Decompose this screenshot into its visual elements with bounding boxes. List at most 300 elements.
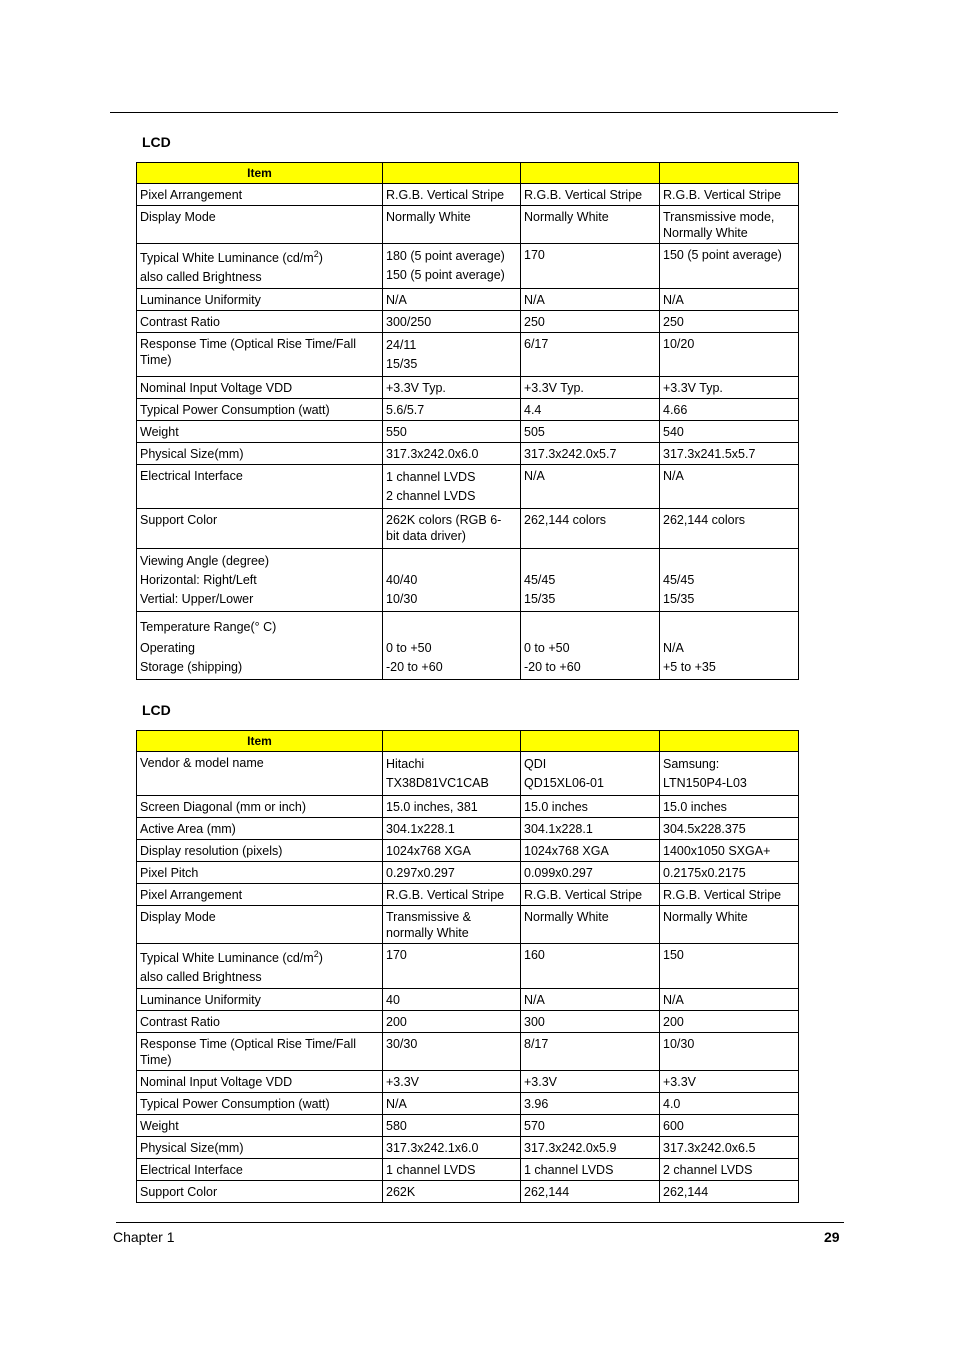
header-cell: [521, 163, 660, 184]
value-cell: [521, 1115, 660, 1137]
cell-text: 2 channel LVDS: [386, 489, 476, 503]
header-cell: Item: [137, 163, 383, 184]
cell-text: 1024x768 XGA: [524, 844, 609, 858]
cell-line: [140, 992, 379, 1008]
cell-text: R.G.B. Vertical Stripe: [386, 888, 505, 902]
cell-text: 317.3x241.5x5.7: [663, 447, 756, 461]
cell-text: Vertial: Upper/Lower: [140, 592, 254, 606]
value-cell: [521, 796, 660, 818]
cell-text: 5.6/5.7: [386, 403, 425, 417]
cell-line: [386, 468, 517, 487]
row-label-cell: [137, 944, 383, 989]
cell-line: [140, 269, 379, 285]
cell-line: [524, 1140, 656, 1156]
cell-line: [140, 1162, 379, 1178]
cell-text: 150: [663, 948, 684, 962]
cell-line: [140, 639, 379, 658]
table-row: [137, 884, 799, 906]
value-cell: [521, 862, 660, 884]
value-cell: [660, 311, 799, 333]
value-cell: [383, 399, 521, 421]
value-cell: [660, 333, 799, 377]
cell-line: [140, 1096, 379, 1112]
cell-line: [140, 950, 379, 966]
value-cell: [383, 289, 521, 311]
cell-text: 150 (5 point average): [386, 268, 505, 282]
cell-line: [386, 528, 517, 544]
cell-text: Vendor & model name: [140, 756, 264, 770]
table-row: [137, 944, 799, 989]
cell-text: Response Time (Optical Rise Time/Fall: [140, 337, 357, 351]
header-cell: [383, 163, 521, 184]
cell-line: [140, 618, 379, 637]
cell-line: [663, 658, 795, 677]
value-cell: [660, 1115, 799, 1137]
value-cell: [660, 796, 799, 818]
row-label-cell: [137, 184, 383, 206]
cell-line: [386, 821, 517, 837]
cell-text: Time): [140, 353, 172, 367]
cell-text: 1024x768 XGA: [386, 844, 471, 858]
cell-text: N/A: [524, 993, 545, 1007]
cell-line: [663, 571, 795, 590]
cell-text: -20 to +60: [386, 660, 443, 674]
cell-text: 8/17: [524, 1037, 549, 1051]
cell-text: QDI: [524, 757, 547, 771]
value-cell: [383, 884, 521, 906]
cell-text: 4.0: [663, 1097, 681, 1111]
cell-line: [140, 292, 379, 308]
value-cell: [660, 289, 799, 311]
cell-text: Nominal Input Voltage VDD: [140, 1075, 293, 1089]
value-cell: [383, 1011, 521, 1033]
value-cell: [521, 206, 660, 244]
value-cell: [383, 796, 521, 818]
table-row: [137, 1137, 799, 1159]
table-row: [137, 840, 799, 862]
cell-line: [386, 336, 517, 355]
unit-close: ): [318, 251, 323, 265]
cell-text: 262K: [386, 1185, 416, 1199]
row-label-cell: [137, 1115, 383, 1137]
cell-line: [524, 658, 656, 677]
cell-line: [140, 1074, 379, 1090]
value-cell: [660, 244, 799, 289]
cell-line: [140, 552, 379, 571]
cell-text: 550: [386, 425, 407, 439]
value-cell: [383, 906, 521, 944]
footer-rule: [116, 1222, 844, 1223]
cell-text: 15/35: [524, 592, 556, 606]
unit-close: ): [318, 951, 323, 965]
cell-line: [524, 1162, 656, 1178]
cell-text: 262,144 colors: [524, 513, 607, 527]
cell-text: Normally White: [663, 910, 748, 924]
value-cell: [521, 1093, 660, 1115]
section-heading-lcd-1: LCD: [142, 134, 171, 150]
cell-text: Normally White: [386, 210, 471, 224]
value-cell: [383, 443, 521, 465]
cell-text: Support Color: [140, 513, 218, 527]
row-label-cell: [137, 509, 383, 549]
cell-line: [524, 314, 656, 330]
cell-line: [386, 947, 517, 963]
cell-line: [386, 380, 517, 396]
table-row: [137, 206, 799, 244]
cell-text: 262,144: [663, 1185, 709, 1199]
cell-text: Typical White Luminance (cd/m: [140, 951, 314, 965]
value-cell: [383, 612, 521, 680]
cell-line: [140, 865, 379, 881]
cell-line: [140, 755, 379, 771]
cell-text: +3.3V: [663, 1075, 697, 1089]
cell-text: N/A: [386, 293, 407, 307]
cell-line: [140, 187, 379, 203]
cell-line: [663, 821, 795, 837]
value-cell: [383, 206, 521, 244]
cell-text: R.G.B. Vertical Stripe: [524, 188, 643, 202]
cell-text: 304.5x228.375: [663, 822, 746, 836]
cell-text: +3.3V Typ.: [524, 381, 584, 395]
cell-text: Support Color: [140, 1185, 218, 1199]
cell-text: Physical Size(mm): [140, 447, 244, 461]
cell-line: [386, 571, 517, 590]
cell-line: [386, 402, 517, 418]
cell-line: [140, 209, 379, 225]
value-cell: [521, 612, 660, 680]
value-cell: [521, 1071, 660, 1093]
cell-text: Time): [140, 1053, 172, 1067]
value-cell: [660, 906, 799, 944]
cell-line: [140, 402, 379, 418]
cell-line: [386, 1162, 517, 1178]
row-label-cell: [137, 244, 383, 289]
table-row: [137, 1093, 799, 1115]
row-label-cell: [137, 906, 383, 944]
cell-text: Storage (shipping): [140, 660, 243, 674]
value-cell: [383, 1181, 521, 1203]
cell-line: [663, 336, 795, 352]
value-cell: [383, 184, 521, 206]
cell-text: N/A: [663, 293, 684, 307]
cell-text: +3.3V: [386, 1075, 420, 1089]
header-cell: [521, 731, 660, 752]
cell-text: Transmissive mode,: [663, 210, 775, 224]
value-cell: [660, 884, 799, 906]
cell-text: 0.2175x0.2175: [663, 866, 746, 880]
cell-text: 6/17: [524, 337, 549, 351]
value-cell: [660, 840, 799, 862]
table-header-row: [137, 731, 799, 752]
value-cell: [383, 311, 521, 333]
cell-text: 2 channel LVDS: [663, 1163, 753, 1177]
cell-line: [663, 402, 795, 418]
value-cell: [383, 1093, 521, 1115]
row-label-cell: [137, 796, 383, 818]
row-label-cell: [137, 818, 383, 840]
cell-line: [524, 1074, 656, 1090]
value-cell: [660, 399, 799, 421]
cell-text: 262,144: [524, 1185, 570, 1199]
cell-line: [663, 1118, 795, 1134]
cell-line: [524, 590, 656, 609]
cell-text: N/A: [663, 641, 684, 655]
cell-text: Display Mode: [140, 210, 216, 224]
cell-line: [663, 1140, 795, 1156]
cell-line: [386, 446, 517, 462]
cell-text: Samsung:: [663, 757, 720, 771]
value-cell: [521, 906, 660, 944]
value-cell: [521, 944, 660, 989]
table-row: [137, 989, 799, 1011]
table-row: [137, 1011, 799, 1033]
cell-text: 45/45: [663, 573, 695, 587]
value-cell: [383, 244, 521, 289]
cell-text: R.G.B. Vertical Stripe: [663, 188, 782, 202]
cell-text: Pixel Arrangement: [140, 888, 243, 902]
cell-line: [386, 799, 517, 815]
cell-line: [386, 292, 517, 308]
cell-text: +3.3V: [524, 1075, 558, 1089]
cell-line: [140, 1052, 379, 1068]
cell-line: [663, 209, 795, 225]
cell-text: Normally White: [524, 910, 609, 924]
cell-text: Contrast Ratio: [140, 1015, 220, 1029]
table-row: [137, 244, 799, 289]
value-cell: [660, 1093, 799, 1115]
row-label-cell: [137, 612, 383, 680]
cell-text: 180 (5 point average): [386, 249, 505, 263]
value-cell: [383, 1137, 521, 1159]
header-cell: [660, 731, 799, 752]
cell-text: 200: [386, 1015, 407, 1029]
value-cell: [383, 1159, 521, 1181]
cell-text: 304.1x228.1: [386, 822, 455, 836]
cell-line: [386, 992, 517, 1008]
cell-text: 40: [386, 993, 400, 1007]
value-cell: [660, 752, 799, 796]
cell-line: [663, 380, 795, 396]
cell-line: [663, 1014, 795, 1030]
value-cell: [383, 465, 521, 509]
table-row: [137, 1159, 799, 1181]
value-cell: [383, 818, 521, 840]
cell-text: Hitachi: [386, 757, 425, 771]
value-cell: [521, 818, 660, 840]
value-cell: [383, 549, 521, 612]
cell-line: [386, 658, 517, 677]
cell-text: 250: [524, 315, 545, 329]
cell-line: [663, 1184, 795, 1200]
cell-line: [140, 380, 379, 396]
cell-line: [524, 1118, 656, 1134]
cell-text: Normally White: [524, 210, 609, 224]
cell-line: [524, 639, 656, 658]
cell-text: TX38D81VC1CAB: [386, 776, 489, 790]
cell-line: [386, 1036, 517, 1052]
value-cell: [660, 1137, 799, 1159]
value-cell: [383, 752, 521, 796]
value-cell: [383, 377, 521, 399]
cell-line: [386, 209, 517, 225]
cell-line: [386, 909, 517, 925]
row-label-cell: [137, 840, 383, 862]
value-cell: [660, 509, 799, 549]
cell-line: [663, 1074, 795, 1090]
row-label-cell: [137, 333, 383, 377]
value-cell: [383, 944, 521, 989]
value-cell: [521, 1011, 660, 1033]
cell-line: [386, 512, 517, 528]
cell-line: [524, 468, 656, 484]
cell-line: [663, 755, 795, 774]
cell-line: [663, 639, 795, 658]
value-cell: [383, 1115, 521, 1137]
cell-line: [524, 992, 656, 1008]
cell-line: [140, 314, 379, 330]
cell-line: [386, 1118, 517, 1134]
lcd-spec-table-1: [136, 162, 799, 680]
value-cell: [660, 1011, 799, 1033]
table-row: [137, 443, 799, 465]
table-row: [137, 752, 799, 796]
value-cell: [383, 333, 521, 377]
cell-line: [140, 1184, 379, 1200]
cell-text: 580: [386, 1119, 407, 1133]
cell-line: [663, 314, 795, 330]
cell-line: [140, 1036, 379, 1052]
table-row: [137, 1181, 799, 1203]
cell-text: 317.3x242.0x5.7: [524, 447, 617, 461]
row-label-cell: [137, 421, 383, 443]
value-cell: [383, 509, 521, 549]
cell-text: 1 channel LVDS: [524, 1163, 614, 1177]
cell-line: [524, 843, 656, 859]
value-cell: [521, 989, 660, 1011]
cell-line: [663, 1096, 795, 1112]
value-cell: [521, 421, 660, 443]
value-cell: [521, 752, 660, 796]
cell-text: LTN150P4-L03: [663, 776, 747, 790]
cell-text: +3.3V Typ.: [386, 381, 446, 395]
cell-line: [524, 799, 656, 815]
row-label-cell: [137, 289, 383, 311]
row-label-cell: [137, 311, 383, 333]
cell-text: 45/45: [524, 573, 556, 587]
header-cell: Item: [137, 731, 383, 752]
cell-line: [524, 821, 656, 837]
row-label-cell: [137, 1137, 383, 1159]
cell-text: Screen Diagonal (mm or inch): [140, 800, 307, 814]
cell-line: [140, 909, 379, 925]
table-row: [137, 465, 799, 509]
cell-line: [140, 512, 379, 528]
value-cell: [660, 206, 799, 244]
cell-text: 600: [663, 1119, 684, 1133]
cell-text: bit data driver): [386, 529, 466, 543]
cell-text: Contrast Ratio: [140, 315, 220, 329]
table-row: [137, 796, 799, 818]
cell-line: [386, 887, 517, 903]
value-cell: [660, 818, 799, 840]
cell-line: [663, 468, 795, 484]
value-cell: [660, 1159, 799, 1181]
cell-text: 0 to +50: [524, 641, 570, 655]
value-cell: [521, 1159, 660, 1181]
cell-line: [386, 424, 517, 440]
cell-text: N/A: [663, 469, 684, 483]
value-cell: [660, 1071, 799, 1093]
cell-line: [386, 1140, 517, 1156]
value-cell: [660, 989, 799, 1011]
cell-line: [524, 1096, 656, 1112]
cell-line: [140, 1014, 379, 1030]
cell-text: R.G.B. Vertical Stripe: [524, 888, 643, 902]
table-row: [137, 612, 799, 680]
table-row: [137, 862, 799, 884]
cell-line: [140, 799, 379, 815]
cell-text: 540: [663, 425, 684, 439]
cell-line: [140, 250, 379, 266]
cell-text: N/A: [663, 993, 684, 1007]
cell-line: [386, 314, 517, 330]
cell-text: also called Brightness: [140, 270, 262, 284]
cell-text: Viewing Angle (degree): [140, 554, 270, 568]
cell-text: 0.099x0.297: [524, 866, 593, 880]
cell-text: Typical Power Consumption (watt): [140, 403, 330, 417]
cell-text: Transmissive &: [386, 910, 471, 924]
value-cell: [521, 549, 660, 612]
cell-text: Weight: [140, 1119, 179, 1133]
row-label-cell: [137, 862, 383, 884]
table-row: [137, 549, 799, 612]
cell-text: 200: [663, 1015, 684, 1029]
cell-text: Display resolution (pixels): [140, 844, 283, 858]
row-label-cell: [137, 1181, 383, 1203]
cell-line: [663, 187, 795, 203]
cell-line: [524, 292, 656, 308]
cell-line: [386, 925, 517, 941]
cell-line: [386, 865, 517, 881]
cell-text: 317.3x242.1x6.0: [386, 1141, 479, 1155]
row-label-cell: [137, 1011, 383, 1033]
cell-line: [386, 774, 517, 793]
value-cell: [383, 1033, 521, 1071]
cell-line: [524, 571, 656, 590]
cell-line: [140, 468, 379, 484]
cell-line: [386, 639, 517, 658]
cell-text: Weight: [140, 425, 179, 439]
row-label-cell: [137, 1159, 383, 1181]
cell-line: [524, 865, 656, 881]
top-rule: [110, 112, 838, 113]
cell-line: [140, 969, 379, 985]
cell-line: [386, 266, 517, 285]
cell-text: 304.1x228.1: [524, 822, 593, 836]
cell-text: N/A: [524, 469, 545, 483]
cell-line: [524, 446, 656, 462]
row-label-cell: [137, 465, 383, 509]
value-cell: [660, 377, 799, 399]
cell-line: [524, 755, 656, 774]
cell-line: [524, 1014, 656, 1030]
cell-line: [524, 512, 656, 528]
value-cell: [521, 1181, 660, 1203]
cell-line: [524, 247, 656, 263]
cell-text: 1 channel LVDS: [386, 470, 476, 484]
table-row: [137, 1115, 799, 1137]
cell-text: 170: [524, 248, 545, 262]
